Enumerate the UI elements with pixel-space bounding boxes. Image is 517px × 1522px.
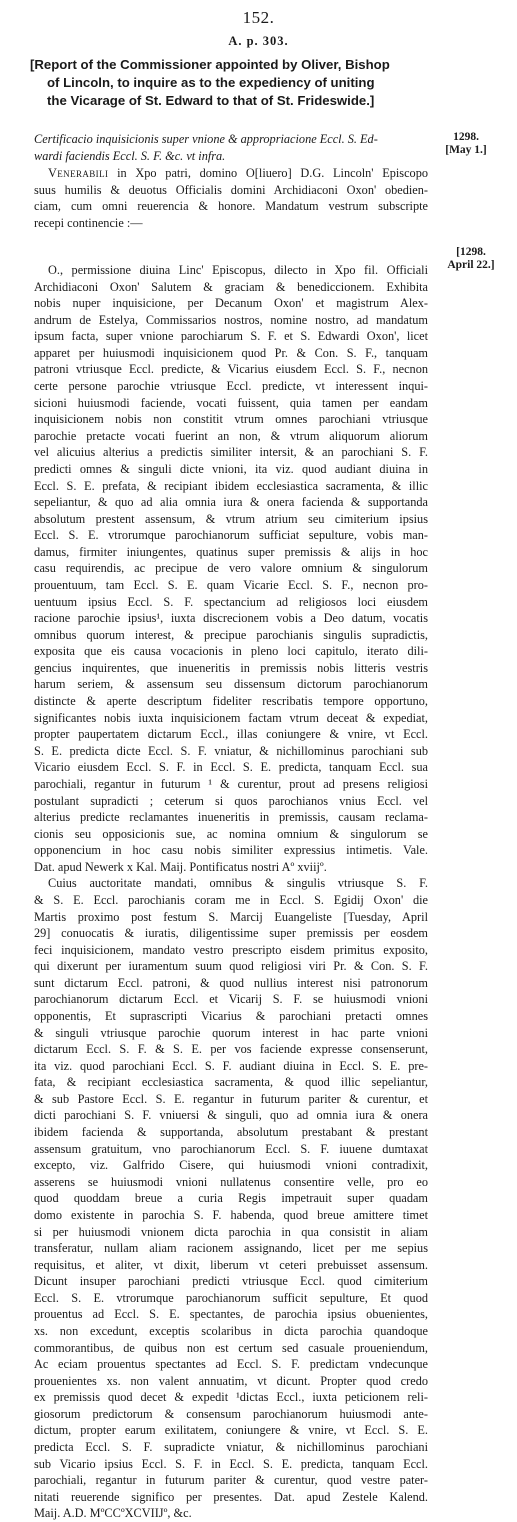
report-paragraph xyxy=(34,875,428,1522)
text-line xyxy=(34,165,428,182)
text-line: exposita que eis causa vocacionis in pleno loci capitulo, iterato dili- xyxy=(34,644,428,659)
text-line: giosorum predictorum & consensum parochianorum huiusmodi ante- xyxy=(34,1406,428,1421)
text-line: vel alicuius alterius a predictis similiter intersit, & an parochiani S. F. xyxy=(34,445,428,460)
text-line: absolutum prestent assensum, & vtrum atrium seu cimiterium ipsius xyxy=(34,511,428,526)
title-line: the Vicarage of St. Edward to that of St. Frideswide.] xyxy=(47,93,375,109)
text-line: feci inquisicionem, mandato vestro prescripto eisdem primitus exposito, xyxy=(34,942,428,957)
rubric-line: Certificacio inquisicionis super vnione & appropriacione Eccl. S. Ed- xyxy=(34,132,378,146)
text-line: Ac eciam prouentus spectantes ad Eccl. S. F. predictam vndecunque xyxy=(34,1357,428,1372)
bishop-letter-paragraph xyxy=(34,262,428,875)
document-title xyxy=(30,56,500,111)
text-line: recepi continencie :— xyxy=(34,215,143,230)
text-line: si per huiusmodi vnionem dicta parochia in qua consistit in aliam xyxy=(34,1224,428,1239)
text-line: parochiali, regantur in futurum pariter & curentur, quod vestre pater- xyxy=(34,1473,428,1488)
text-line: significantes nobis iuxta inquisicionem factam vtrum deceat & expediat, xyxy=(34,710,428,725)
text-line: harum seriem, & assensum seu dissensum dictorum parochianorum xyxy=(34,677,428,692)
text-line: & S. E. Eccl. parochianis coram me in Eccl. S. Egidij Oxon' die xyxy=(34,892,428,907)
margin-date-note xyxy=(426,246,516,272)
page-number: 152. xyxy=(242,8,275,27)
text-line: sepeliantur, & quo ad alia omnia iura & onera facienda & supportanda xyxy=(34,495,428,510)
text-line: xs. non excedunt, exceptis scolaribus in dicta parochia quandoque xyxy=(34,1324,428,1338)
document-reference: A. p. 303. xyxy=(228,34,289,48)
text-line: gencius inquirentes, que inueneritis in premissis nobis litteris vestris xyxy=(34,660,428,675)
text-line: opponentis, Et suprascripti Vicarius & parochiani pretacti omnes xyxy=(34,1009,428,1024)
margin-date-day: [May 1.] xyxy=(445,144,487,156)
text-line: dictum, propter earum exilitatem, coniungere & vnire, vt Eccl. S. E. xyxy=(34,1423,428,1438)
text-line: qui dixerunt per iuramentum suum quod religiosi viri Pr. & Con. S. F. xyxy=(34,959,428,974)
text-line: transferatur, nullam aliam racionem assignando, licet per me sepius xyxy=(34,1241,428,1256)
text-line: assensum gratuitum, vno parochianorum Eccl. S. F. iuuene dumtaxat xyxy=(34,1141,428,1156)
text-line: distincte & aperte descriptum fideliter rescribatis tempore opportuno, xyxy=(34,694,428,709)
opening-word: Venerabili xyxy=(48,166,109,180)
text-line: patroni vtriusque Eccl. predicte, & Vicarius eiusdem Eccl. S. F., necnon xyxy=(34,362,428,377)
text-line: suus humilis & deuotus Officialis domini Archidiaconi Oxon' obedien- xyxy=(34,182,428,197)
title-line: [Report of the Commissioner appointed by Oliver, Bishop xyxy=(30,57,390,72)
text-line: asserens se huiusmodi vnioni nullatenus consentire velle, pro eo xyxy=(34,1174,428,1189)
text-line: parochianorum dictarum Eccl. et Vicarij S. F. se huiusmodi vnioni xyxy=(34,992,428,1007)
text-line: Dicunt insuper parochiani predicti vtriusque Eccl. quod cimiterium xyxy=(34,1274,428,1289)
title-line: of Lincoln, to inquire as to the expediency of uniting xyxy=(47,75,375,91)
text-line: dicti parochiani S. F. vniuersi & singuli, quo ad omnia iura & onera xyxy=(34,1108,428,1123)
text-line: Vicario eiusdem Eccl. S. F. in Eccl. S. E. predicta, tanquam Eccl. sua xyxy=(34,760,428,775)
text-line: Martis proximo post festum S. Marcij Euangeliste [Tuesday, April xyxy=(34,909,428,924)
margin-date-day: April 22.] xyxy=(447,259,495,271)
text-line: & singuli vtriusque parochie quorum interest in hac parte vnioni xyxy=(34,1025,428,1040)
text-line: opponencium in hoc casu nobis similiter expressius intimetis. Vale. xyxy=(34,843,428,858)
text-line: ex premissis quod decet & expedit ¹dictas Eccl., iuxta peticionem reli- xyxy=(34,1390,428,1405)
text-line: ibidem facienda & supportanda, absolutum prestabant & prestant xyxy=(34,1125,428,1140)
text-line: Eccl. S. E. vtrorumque parochianorum sufficit sepulture, Et quod xyxy=(34,1290,428,1305)
text-line: 29] conuocatis & iuratis, diligentissime super premissis per eosdem xyxy=(34,926,428,941)
text-line: apparet per huiusmodi inquisicionem quod Pr. & Con. S. F., tanquam xyxy=(34,345,428,360)
text-line: certe persone parochie vtriusque Eccl. predicte, vt interessent inqui- xyxy=(34,379,428,394)
text-line: Dat. apud Newerk x Kal. Maij. Pontificatus nostri Aº xviijº. xyxy=(34,859,327,874)
margin-date-year: 1298. xyxy=(453,131,479,143)
text-line: parochie pretacte vocati fuerint an non, & vtrum aliquorum aliorum xyxy=(34,428,428,443)
text-line: ita viz. quod parochiani Eccl. S. F. audiant diuina in Eccl. S. E. pre- xyxy=(34,1058,428,1073)
text-line: prouentus ad Eccl. S. E. spectantes, de parochia ipsius obuenientes, xyxy=(34,1307,428,1322)
text-line: sunt dictarum Eccl. patroni, & quod nullius interest nisi patronorum xyxy=(34,975,428,990)
text-line: dictarum Eccl. S. F. & S. E. per vos faciende expresse consenserunt, xyxy=(34,1042,428,1057)
opening-paragraph xyxy=(34,165,428,231)
text-line: nitati reuerende significo per presentes. Dat. apud Zestele Kalend. xyxy=(34,1489,428,1504)
text-fragment: in Xpo patri, domino O[liuero] D.G. Lincoln' Episcopo xyxy=(108,166,428,180)
text-line: casu requirendis, ac precipue de vero valore omnium & singulorum xyxy=(34,561,428,576)
text-line: S. E. predicta dicte Eccl. S. F. vniatur, & nichillominus parochiani sub xyxy=(34,743,428,758)
rubric-heading xyxy=(34,131,434,164)
text-line: racione parochie ipsius¹, iuxta discrecionem vobis a Deo datum, vocatis xyxy=(34,611,428,626)
text-line: Archidiaconi Oxon' Salutem & graciam & benediccionem. Exhibita xyxy=(34,279,428,294)
margin-date-year: [1298. xyxy=(456,246,486,258)
main-text xyxy=(34,262,428,1522)
text-line: sub Vicario ipsius Eccl. S. F. in Eccl. S. E. predicta, tanquam Eccl. xyxy=(34,1456,428,1471)
text-line: requisitus, et aliter, vt dixit, liberum vt ceteri prebuisset assensum. xyxy=(34,1257,428,1272)
text-line: alterius predicte reclamantes inueneritis in premissis, causam reclama- xyxy=(34,810,428,825)
text-line: Maij. A.D. MºCCºXCVIIJº, &c. xyxy=(34,1506,192,1521)
text-line: Eccl. S. E. prefata, & recipiant ibidem ecclesiastica sacramenta, & illic xyxy=(34,478,428,493)
text-line: ciam, cum omni reuerencia & honore. Mandatum vestrum subscripte xyxy=(34,199,428,214)
text-line: prouenientes xs. non valent annuatim, vt dicunt. Propter quod credo xyxy=(34,1373,428,1388)
text-line: propter paupertatem dictarum Eccl., illas coniungere & vnire, vt Eccl. xyxy=(34,727,428,742)
rubric-line: wardi faciendis Eccl. S. F. &c. vt infra. xyxy=(34,148,226,163)
text-line: domo existente in parochia S. F. habenda, quod breue amittere timet xyxy=(34,1207,428,1222)
text-line: omnibus quorum interest, & precipue parochianis singulis supradictis, xyxy=(34,627,428,642)
text-line: cionis seu opposicionis sue, ac nomina omnium & singulorum se xyxy=(34,826,428,841)
text-line: predicta Eccl. S. F. supradicte vniatur, & nichillominus parochiani xyxy=(34,1440,428,1455)
text-line: predicti omnes & singuli dicte vnioni, ita viz. quod audiant diuina in xyxy=(34,461,428,476)
text-line: quod quoddam breue a curia Regis impetrauit super quadam xyxy=(34,1191,428,1206)
text-line: prouentuum, tam Eccl. S. E. quam Vicarie Eccl. S. F., necnon pro- xyxy=(34,577,428,592)
text-line: O., permissione diuina Linc' Episcopus, dilecto in Xpo fil. Officiali xyxy=(48,263,428,277)
text-line: nobis nuper inquisicione, per Decanum Oxon' et magistrum Alex- xyxy=(34,296,428,311)
text-line: inquisicionem nobis non constitit vtrum omnes parochiani vtriusque xyxy=(34,412,428,427)
text-line: Eccl. S. E. vtrorumque parochianorum sufficiat sepulture, vobis man- xyxy=(34,528,428,543)
text-line: sicioni huiusmodi faciende, vocati fuissent, quia tamen per eandam xyxy=(34,395,428,410)
text-line: & sub Pastore Eccl. S. E. regantur in futurum pariter & curentur, et xyxy=(34,1091,428,1106)
margin-date-note xyxy=(426,131,506,157)
text-line: damus, firmiter iniungentes, quatinus super premissis & alijs in hoc xyxy=(34,544,428,559)
text-line: uentuum ipsius Eccl. S. F. spectancium ad religiosos loci eiusdem xyxy=(34,594,428,609)
text-line: ipsum facta, super vnione parochiarum S. F. et S. Edwardi Oxon', licet xyxy=(34,329,428,344)
text-line: Cuius auctoritate mandati, omnibus & singulis vtriusque S. F. xyxy=(48,876,428,891)
text-line: postulant supradicti ; ceterum si quos parochianos vnius Eccl. vel xyxy=(34,793,428,808)
text-line: andrum de Estelya, Commissarios nostros, nomine nostro, ad mandatum xyxy=(34,312,428,327)
text-line: excepto, viz. Galfrido Cisere, qui huiusmodi vnioni contradixit, xyxy=(34,1158,428,1173)
text-line: commorantibus, de quibus non est certum sed casuale proueniendum, xyxy=(34,1340,428,1355)
text-line: parochiali, regantur in futurum ¹ & curentur, prout ad presens religiosi xyxy=(34,776,428,791)
text-line: fata, & recipiant ecclesiastica sacramenta, & quod illic sepeliantur, xyxy=(34,1075,428,1090)
